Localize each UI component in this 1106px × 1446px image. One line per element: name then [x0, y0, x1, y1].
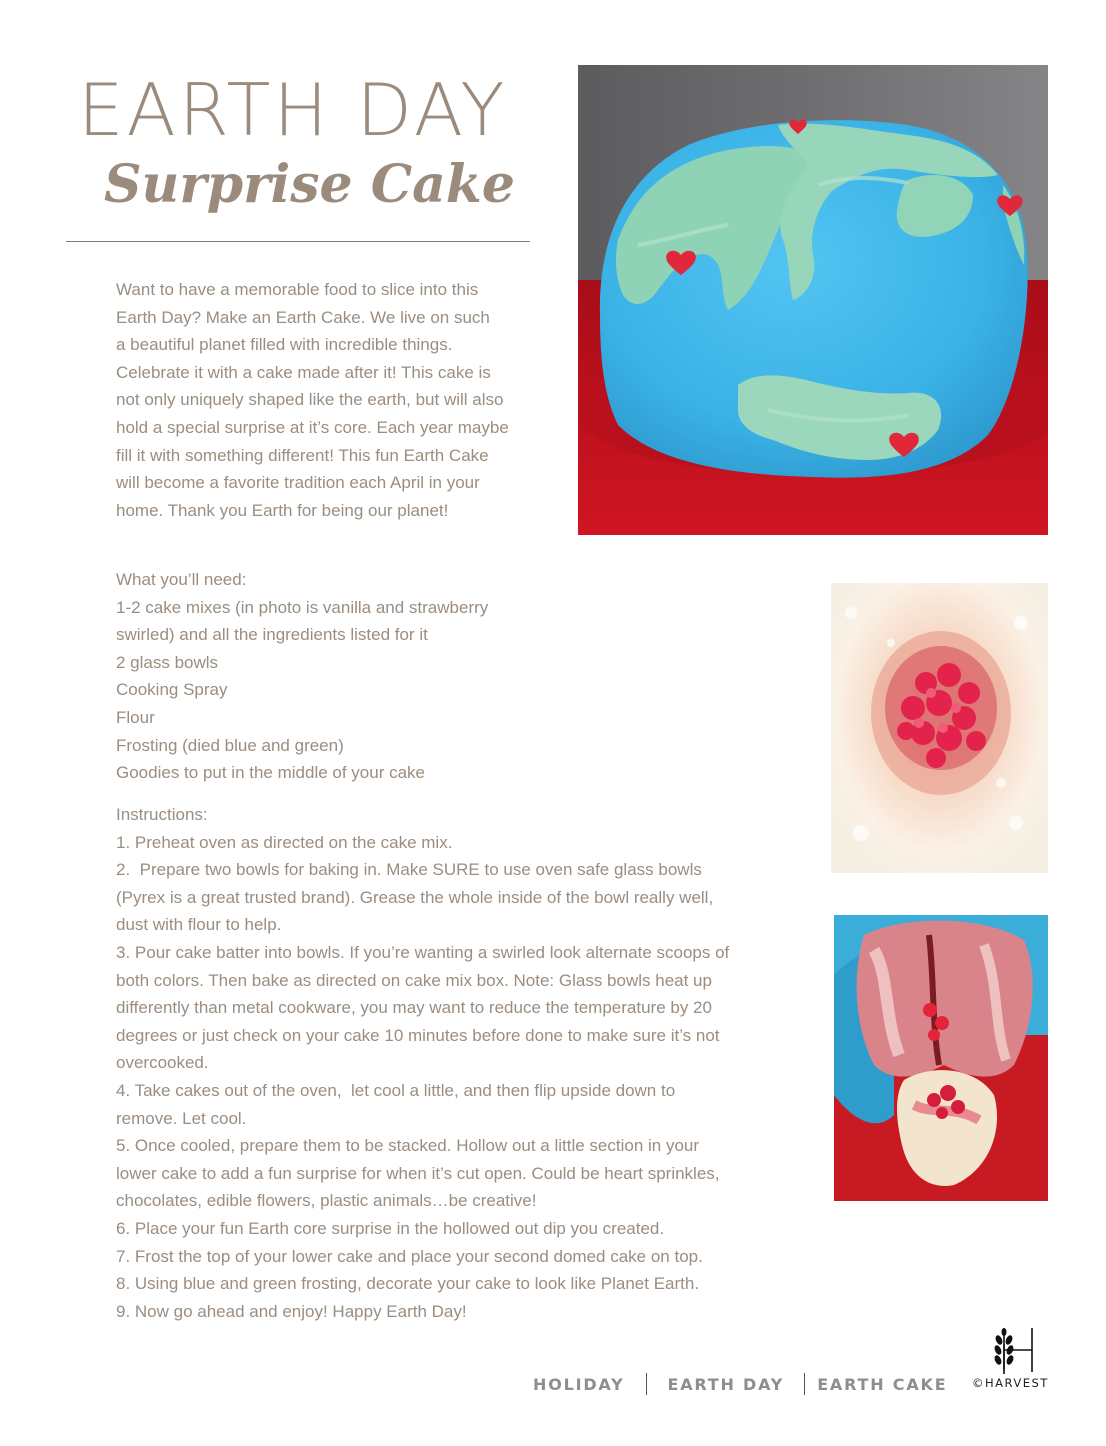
instruction-line: chocolates, edible flowers, plastic animals…be creative!: [116, 1191, 537, 1211]
earth-cake-photo: [578, 65, 1048, 535]
ingredient-item: Frosting (died blue and green): [116, 735, 344, 755]
ingredient-item: 2 glass bowls: [116, 652, 219, 672]
ingredient-item: Flour: [116, 707, 155, 727]
instruction-line: 9. Now go ahead and enjoy! Happy Earth Day!: [116, 1301, 467, 1321]
instruction-line: both colors. Then bake as directed on cake mix box. Note: Glass bowls heat up: [116, 970, 712, 990]
intro-line: hold a special surprise at it’s core. Each year maybe: [116, 417, 509, 437]
intro-line: Earth Day? Make an Earth Cake. We live on such: [116, 307, 490, 327]
instruction-line: differently than metal cookware, you may want to reduce the temperature by 20: [116, 998, 712, 1018]
intro-line: not only uniquely shaped like the earth, but will also: [116, 390, 504, 410]
instruction-line: 6. Place your fun Earth core surprise in the hollowed out dip you created.: [116, 1218, 665, 1238]
instruction-line: dust with flour to help.: [116, 915, 282, 935]
instruction-line: remove. Let cool.: [116, 1108, 247, 1128]
tag-divider: [646, 1373, 647, 1395]
instruction-line: 4. Take cakes out of the oven, let cool a little, and then flip upside down to: [116, 1080, 676, 1100]
intro-line: fill it with something different! This fun Earth Cake: [116, 445, 489, 465]
page-title: EARTH DAY: [78, 68, 508, 152]
instruction-line: degrees or just check on your cake 10 minutes before done to make sure it’s not: [116, 1025, 720, 1045]
ingredient-item: 1-2 cake mixes (in photo is vanilla and strawberry: [116, 597, 489, 617]
cake-slice-photo: [834, 915, 1048, 1201]
tag-holiday[interactable]: HOLIDAY: [533, 1374, 625, 1394]
intro-paragraph: [116, 276, 556, 524]
intro-line: will become a favorite tradition each April in your: [116, 473, 480, 493]
instruction-line: 1. Preheat oven as directed on the cake mix.: [116, 832, 453, 852]
instructions-heading: Instructions:: [116, 805, 208, 824]
ingredients-list: [116, 566, 536, 787]
tag-earth-day[interactable]: EARTH DAY: [667, 1374, 785, 1394]
intro-line: a beautiful planet filled with incredible things.: [116, 335, 453, 355]
instruction-line: (Pyrex is a great trusted brand). Grease the whole inside of the bowl really well,: [116, 887, 714, 907]
instruction-line: overcooked.: [116, 1053, 209, 1073]
heart-sprinkles-photo: [831, 583, 1048, 873]
intro-line: home. Thank you Earth for being our planet!: [116, 500, 449, 520]
intro-line: Want to have a memorable food to slice into this: [116, 280, 479, 299]
instruction-line: 3. Pour cake batter into bowls. If you’re wanting a swirled look alternate scoops of: [116, 942, 730, 962]
ingredients-heading: What you’ll need:: [116, 570, 247, 589]
title-divider: [66, 241, 530, 242]
instruction-line: 2. Prepare two bowls for baking in. Make SURE to use oven safe glass bowls: [116, 860, 702, 880]
harvest-wordmark: ©HARVEST: [972, 1376, 1049, 1390]
ingredient-item: Cooking Spray: [116, 680, 228, 700]
ingredient-item: swirled) and all the ingredients listed for it: [116, 625, 428, 645]
instruction-line: 7. Frost the top of your lower cake and place your second domed cake on top.: [116, 1246, 703, 1266]
footer-tags: [533, 1372, 947, 1396]
ingredient-item: Goodies to put in the middle of your cake: [116, 763, 426, 783]
page-subtitle: Surprise Cake: [104, 154, 515, 215]
intro-line: Celebrate it with a cake made after it! This cake is: [116, 362, 491, 382]
tag-divider: [804, 1373, 805, 1395]
instruction-line: lower cake to add a fun surprise for when it’s cut open. Could be heart sprinkles,: [116, 1163, 720, 1183]
instructions-list: [116, 801, 796, 1325]
tag-earth-cake[interactable]: EARTH CAKE: [817, 1374, 948, 1394]
instruction-line: 5. Once cooled, prepare them to be stacked. Hollow out a little section in your: [116, 1136, 700, 1156]
instruction-line: 8. Using blue and green frosting, decorate your cake to look like Planet Earth.: [116, 1274, 700, 1294]
